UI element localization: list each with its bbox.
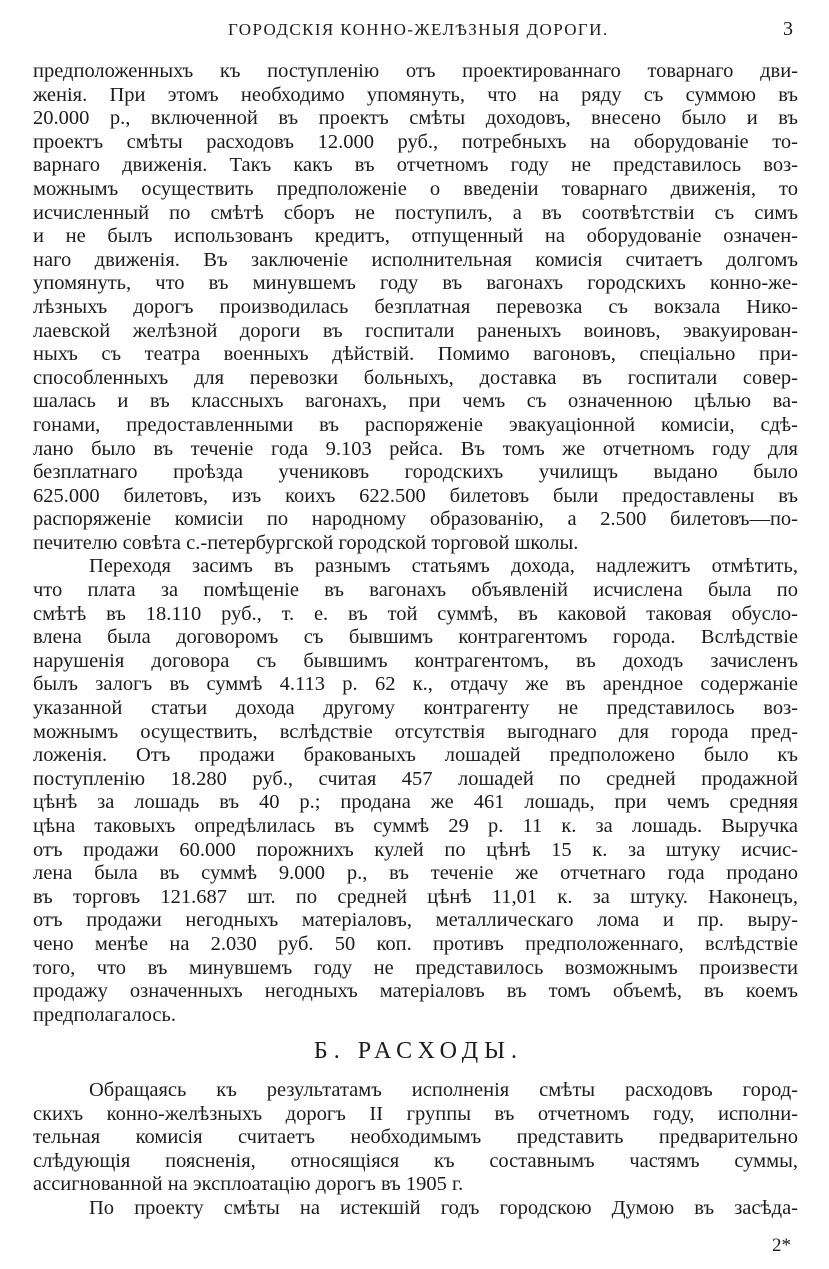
text-line: скихъ конно-желѣзныхъ дорогъ II группы въ отчетномъ году, исполни- bbox=[33, 1102, 798, 1125]
text-line: По проекту смѣты на истекшій годъ городскою Думою въ засѣда- bbox=[89, 1196, 798, 1219]
text-line: упомянуть, что въ минувшемъ году въ вагонахъ городскихъ конно-же- bbox=[33, 272, 798, 295]
text-line: смѣтѣ въ 18.110 руб., т. е. въ той суммѣ, въ каковой таковая обусло- bbox=[33, 602, 798, 625]
text-line: наго движенія. Въ заключеніе исполнительная комисія считаетъ долгомъ bbox=[33, 248, 798, 271]
text-line: отъ продажи негодныхъ матеріаловъ, металлическаго лома и пр. выру- bbox=[33, 909, 798, 932]
text-line: безплатнаго проѣзда учениковъ городскихъ училищъ выдано было bbox=[33, 461, 798, 484]
text-line: Переходя засимъ въ разнымъ статьямъ дохода, надлежитъ отмѣтить, bbox=[89, 555, 798, 578]
text-line: влена была договоромъ съ бывшимъ контрагентомъ города. Вслѣдствіе bbox=[33, 626, 798, 649]
section-heading: Б. РАСХОДЫ. bbox=[313, 1038, 524, 1064]
text-line: тельная комисія считаетъ необходимымъ представить предварительно bbox=[33, 1126, 798, 1149]
text-line: лаевской желѣзной дороги въ госпитали раненыхъ воиновъ, эвакуирован- bbox=[33, 319, 798, 342]
text-line: исчисленный по смѣтѣ сборъ не поступилъ, а въ соотвѣтствіи съ симъ bbox=[33, 201, 798, 224]
text-line: гонами, предоставленными въ распоряженіе эвакуаціонной комисіи, сдѣ- bbox=[33, 413, 798, 436]
text-line: ассигнованной на эксплоатацію дорогъ въ 1905 г. bbox=[33, 1173, 464, 1196]
text-line: цѣнѣ за лошадь въ 40 р.; продана же 461 лошадь, при чемъ средняя bbox=[33, 791, 798, 814]
text-line: указанной статьи дохода другому контрагенту не представилось воз- bbox=[33, 697, 798, 720]
running-head bbox=[0, 18, 829, 44]
text-line: чено менѣе на 2.030 руб. 50 коп. противъ предположеннаго, вслѣдствіе bbox=[33, 932, 798, 955]
running-title: ГОРОДСКІЯ КОННО-ЖЕЛѢЗНЫЯ ДОРОГИ. bbox=[228, 20, 609, 39]
text-line: того, что въ минувшемъ году не представилось возможнымъ произвести bbox=[33, 956, 798, 979]
text-line: цѣна таковыхъ опредѣлилась въ суммѣ 29 р. 11 к. за лошадь. Выручка bbox=[33, 815, 798, 837]
body-text-continued bbox=[33, 1079, 798, 1221]
text-line: слѣдующія поясненія, относящіяся къ составнымъ частямъ суммы, bbox=[33, 1149, 798, 1172]
paragraph-2 bbox=[33, 555, 798, 1027]
text-line: можнымъ осуществить предположеніе о введеніи товарнаго движенія, то bbox=[33, 177, 798, 200]
text-line: способленныхъ для перевозки больныхъ, доставка въ госпитали совер- bbox=[33, 366, 798, 389]
text-line: продажу означенныхъ негодныхъ матеріаловъ въ томъ объемѣ, въ коемъ bbox=[33, 980, 798, 1003]
text-line: предположенныхъ къ поступленію отъ проектированнаго товарнаго дви- bbox=[33, 60, 798, 82]
text-line: предполагалось. bbox=[33, 1003, 177, 1026]
page-number: 3 bbox=[783, 18, 793, 40]
text-line: Обращаясь къ результатамъ исполненія смѣты расходовъ город- bbox=[89, 1079, 798, 1101]
text-line: и не былъ использованъ кредитъ, отпущенный на оборудованіе означен- bbox=[33, 225, 798, 248]
paragraph-1 bbox=[33, 60, 798, 555]
text-line: можнымъ осуществить, вслѣдствіе отсутствія выгоднаго для города пред- bbox=[33, 720, 798, 743]
text-line: лена была въ суммѣ 9.000 р., въ теченіе же отчетнаго года продано bbox=[33, 862, 798, 885]
text-line: лано было въ теченіе года 9.103 рейса. Въ томъ же отчетномъ году для bbox=[33, 437, 798, 460]
text-line: въ торговъ 121.687 шт. по средней цѣнѣ 11,01 к. за штуку. Наконецъ, bbox=[33, 885, 798, 908]
text-line: 20.000 р., включенной въ проектъ смѣты доходовъ, внесено было и въ bbox=[33, 107, 798, 130]
text-line: 625.000 билетовъ, изъ коихъ 622.500 билетовъ были предоставлены въ bbox=[33, 484, 798, 507]
signature-mark: 2* bbox=[772, 1235, 791, 1256]
text-line: варнаго движенія. Такъ какъ въ отчетномъ году не представилось воз- bbox=[33, 154, 798, 177]
text-line: лѣзныхъ дорогъ производилась безплатная перевозка съ вокзала Нико- bbox=[33, 295, 798, 318]
body-text bbox=[33, 60, 798, 1027]
text-line: ныхъ съ театра военныхъ дѣйствій. Помимо вагоновъ, спеціально при- bbox=[33, 343, 798, 366]
text-line: ложенія. Отъ продажи бракованыхъ лошадей предположено было къ bbox=[33, 744, 798, 767]
text-line: нарушенія договора съ бывшимъ контрагентомъ, въ доходъ зачисленъ bbox=[33, 649, 798, 672]
text-line: женія. При этомъ необходимо упомянуть, что на ряду съ суммою въ bbox=[33, 83, 798, 106]
text-line: что плата за помѣщеніе въ вагонахъ объявленій исчислена была по bbox=[33, 579, 798, 602]
text-line: распоряженіе комисіи по народному образованію, а 2.500 билетовъ—по- bbox=[33, 508, 798, 531]
text-line: проектъ смѣты расходовъ 12.000 руб., потребныхъ на оборудованіе то- bbox=[33, 130, 798, 153]
paragraph-3 bbox=[33, 1079, 798, 1197]
text-line: поступленію 18.280 руб., считая 457 лошадей по средней продажной bbox=[33, 767, 798, 790]
text-line: былъ залогъ въ суммѣ 4.113 р. 62 к., отдачу же въ арендное содержаніе bbox=[33, 673, 798, 696]
text-line: отъ продажи 60.000 порожнихъ кулей по цѣнѣ 15 к. за штуку исчис- bbox=[33, 838, 798, 861]
text-line: печителю совѣта с.-петербургской городской торговой школы. bbox=[33, 531, 579, 554]
paragraph-4 bbox=[33, 1197, 798, 1221]
text-line: шалась и въ классныхъ вагонахъ, при чемъ съ означенною цѣлью ва- bbox=[33, 390, 798, 413]
